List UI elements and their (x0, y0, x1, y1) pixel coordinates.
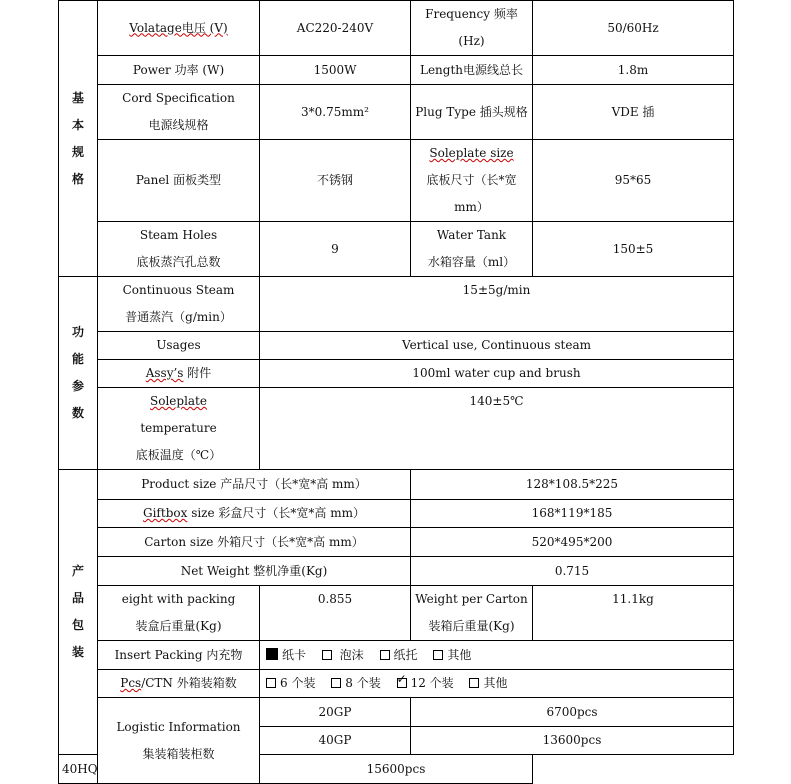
section-basic-specs: 基 本 规 格 (59, 1, 98, 277)
steam-holes-label: Steam Holes 底板蒸汽孔总数 (98, 222, 260, 277)
steam-holes-value: 9 (260, 222, 411, 277)
accessories-label: Assy’s 附件 (98, 360, 260, 388)
gross-weight-value: 0.855 (260, 586, 411, 641)
container-40gp: 40GP (260, 727, 411, 755)
plug-type-value: VDE 插 (533, 85, 734, 140)
pcs-per-carton-options (260, 670, 734, 698)
net-weight-value: 0.715 (411, 557, 734, 586)
insert-option-paper-tray[interactable]: 纸托 (380, 648, 418, 662)
section-function-params: 功 能 参 数 (59, 277, 98, 470)
power-value: 1500W (260, 56, 411, 85)
net-weight-label: Net Weight 整机净重(Kg) (98, 557, 411, 586)
usages-label: Usages (98, 332, 260, 360)
pcs-per-carton-label: Pcs/CTN 外箱装箱数 (98, 670, 260, 698)
usages-value: Vertical use, Continuous steam (260, 332, 734, 360)
soleplate-temp-value: 140±5℃ (260, 388, 734, 470)
frequency-value: 50/60Hz (533, 1, 734, 56)
pcs-option-12[interactable]: ✓ 12 个装 (397, 676, 454, 690)
panel-label: Panel 面板类型 (98, 140, 260, 222)
insert-packing-label: Insert Packing 内充物 (98, 641, 260, 670)
frequency-label: Frequency 频率 (Hz) (411, 1, 533, 56)
length-label: Length电源线总长 (411, 56, 533, 85)
soleplate-temp-label: Soleplate temperature 底板温度（℃） (98, 388, 260, 470)
length-value: 1.8m (533, 56, 734, 85)
accessories-value: 100ml water cup and brush (260, 360, 734, 388)
insert-option-foam[interactable]: 泡沫 (322, 648, 364, 662)
container-40gp-qty: 13600pcs (411, 727, 734, 755)
continuous-steam-value: 15±5g/min (260, 277, 734, 332)
checkbox-empty-icon (469, 678, 479, 688)
carton-size-value: 520*495*200 (411, 528, 734, 557)
section-product-packaging: 产 品 包 装 (59, 470, 98, 755)
cord-spec-label: Cord Specification 电源线规格 (98, 85, 260, 140)
voltage-label: Volatage电压 (V) (98, 1, 260, 56)
soleplate-size-value: 95*65 (533, 140, 734, 222)
carton-size-label: Carton size 外箱尺寸（长*宽*高 mm） (98, 528, 411, 557)
container-20gp-qty: 6700pcs (411, 698, 734, 727)
checkbox-empty-icon (322, 650, 332, 660)
checkbox-empty-icon (266, 678, 276, 688)
container-40hq-qty: 15600pcs (260, 755, 533, 784)
checkbox-empty-icon (433, 650, 443, 660)
water-tank-label: Water Tank 水箱容量（ml） (411, 222, 533, 277)
checkbox-filled-icon (266, 648, 278, 660)
spec-table (58, 0, 734, 784)
soleplate-size-label: Soleplate size 底板尺寸（长*宽 mm） (411, 140, 533, 222)
checkbox-checked-icon (397, 678, 407, 688)
power-label: Power 功率 (W) (98, 56, 260, 85)
insert-option-paper-card[interactable]: 纸卡 (266, 648, 306, 662)
water-tank-value: 150±5 (533, 222, 734, 277)
giftbox-size-label: Giftbox size 彩盒尺寸（长*宽*高 mm） (98, 500, 411, 528)
pcs-option-6[interactable]: 6 个装 (266, 676, 315, 690)
giftbox-size-value: 168*119*185 (411, 500, 734, 528)
carton-weight-value: 11.1kg (533, 586, 734, 641)
cord-spec-value: 3*0.75mm² (260, 85, 411, 140)
gross-weight-label: eight with packing 装盒后重量(Kg) (98, 586, 260, 641)
pcs-option-other[interactable]: 其他 (469, 676, 507, 690)
container-40hq: 40HQ (59, 755, 98, 784)
checkbox-empty-icon (380, 650, 390, 660)
voltage-value: AC220-240V (260, 1, 411, 56)
carton-weight-label: Weight per Carton 装箱后重量(Kg) (411, 586, 533, 641)
insert-option-other[interactable]: 其他 (433, 648, 471, 662)
container-20gp: 20GP (260, 698, 411, 727)
logistic-info-label: Logistic Information 集装箱装柜数 (98, 698, 260, 784)
product-size-label: Product size 产品尺寸（长*宽*高 mm） (98, 470, 411, 500)
checkbox-empty-icon (331, 678, 341, 688)
pcs-option-8[interactable]: 8 个装 (331, 676, 380, 690)
panel-value: 不锈钢 (260, 140, 411, 222)
insert-packing-options (260, 641, 734, 670)
plug-type-label: Plug Type 插头规格 (411, 85, 533, 140)
product-size-value: 128*108.5*225 (411, 470, 734, 500)
continuous-steam-label: Continuous Steam 普通蒸汽（g/min） (98, 277, 260, 332)
